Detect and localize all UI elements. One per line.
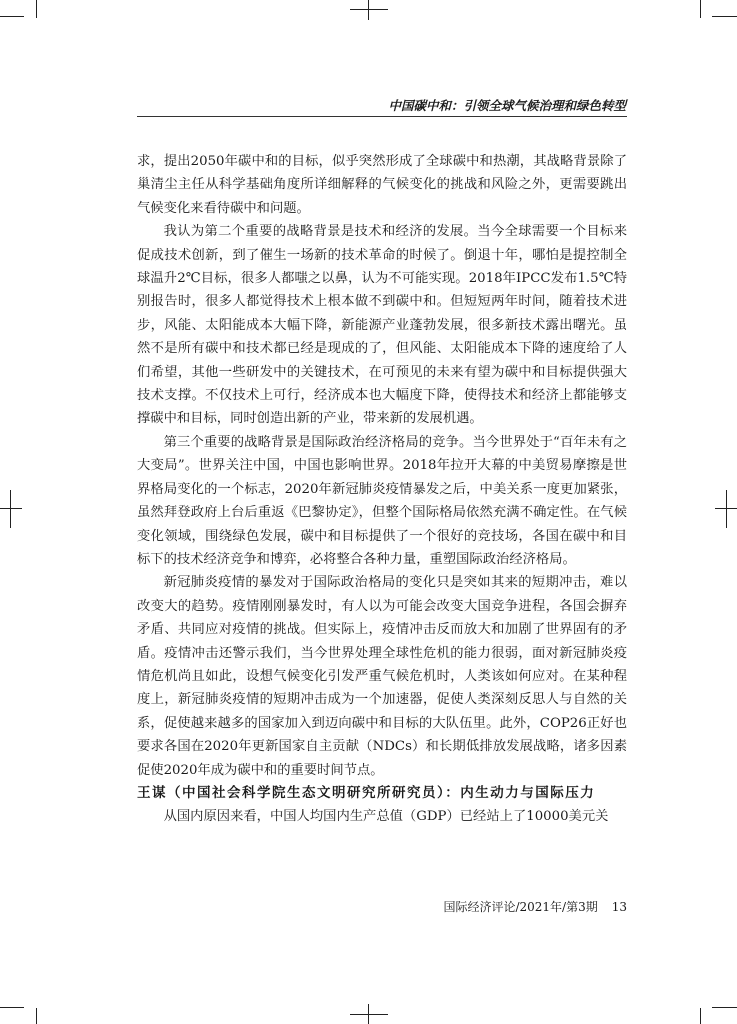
crop-mark <box>712 1007 737 1008</box>
paragraph: 求，提出2050年碳中和的目标，似乎突然形成了全球碳中和热潮，其战略背景除了巢清尘主任从科学基础角度所详细解释的气候变化的挑战和风险之外，更需要跳出气候变化来看待碳中和问题。 <box>137 154 627 216</box>
journal-citation: 国际经济评论/2021年/第3期 <box>443 900 598 914</box>
crop-mark <box>0 1007 24 1008</box>
section-heading: 王谋（中国社会科学院生态文明研究所研究员）：内生动力与国际压力 <box>137 784 596 801</box>
paragraph: 新冠肺炎疫情的暴发对于国际政治格局的变化只是突如其来的短期冲击，难以改变大的趋势。疫情刚刚暴发时，有人以为可能会改变大国竞争进程，各国会摒弃矛盾、共同应对疫情的挑战。但实际上，疫情冲击反而放大和加剧了世界固有的矛盾。疫情冲击还警示我们，当今世界处理全球性危机的能力很弱，面对新冠肺炎疫情危机尚且如此，设想气候变化引发严重气候危机时，人类该如何应对。在某种程度上，新冠肺炎疫情的短期冲击成为一个加速器，促使人类深刻反思人与自然的关系，促使越来越多的国家加入到迈向碳中和目标的大队伍里。此外，COP26正好也要求各国在2020年更新国家自主贡献（NDCs）和长期低排放发展战略，诸多因素促使2020年成为碳中和的重要时间节点。 <box>137 575 627 778</box>
paragraph: 我认为第二个重要的战略背景是技术和经济的发展。当今全球需要一个目标来促成技术创新，到了催生一场新的技术革命的时候了。倒退十年，哪怕是提控制全球温升2℃目标，很多人都嗤之以鼻，认为不可能实现。2018年IPCC发布1.5℃特别报告时，很多人都觉得技术上根本做不到碳中和。但短短两年时间，随着技术进步，风能、太阳能成本大幅下降，新能源产业蓬勃发展，很多新技术露出曙光。虽然不是所有碳中和技术都已经是现成的了，但风能、太阳能成本下降的速度给了人们希望，其他一些研发中的关键技术，在可预见的未来有望为碳中和目标提供强大技术支撑。不仅技术上可行，经济成本也大幅度下降，使得技术和经济上都能够支撑碳中和目标，同时创造出新的产业，带来新的发展机遇。 <box>137 224 627 427</box>
header-rule <box>137 116 627 117</box>
paragraph: 从国内原因来看，中国人均国内生产总值（GDP）已经站上了10000美元关 <box>163 809 609 825</box>
crop-mark <box>700 1008 701 1024</box>
page-number: 13 <box>611 900 627 914</box>
registration-mark-bottom <box>350 1014 388 1015</box>
paragraph: 第三个重要的战略背景是国际政治经济格局的竞争。当今世界处于“百年未有之大变局”。世界关注中国，中国也影响世界。2018年拉开大幕的中美贸易摩擦是世界格局变化的一个标志，2020年新冠肺炎疫情暴发之后，中美关系一度更加紧张，虽然拜登政府上台后重返《巴黎协定》，但整个国际格局依然充满不确定性。在气候变化领域，围绕绿色发展，碳中和目标提供了一个很好的竞技场，各国在碳中和目标下的技术经济竞争和博弈，必将整合各种力量，重塑国际政治经济格局。 <box>137 434 627 567</box>
crop-mark <box>36 1008 37 1024</box>
registration-mark-left <box>0 508 22 509</box>
registration-mark-left <box>10 490 11 528</box>
crop-mark <box>0 16 24 17</box>
running-header: 中国碳中和：引领全球气候治理和绿色转型 <box>388 98 626 113</box>
page-footer <box>380 898 627 915</box>
registration-mark-top <box>368 0 369 20</box>
registration-mark-bottom <box>368 1004 369 1024</box>
article-body <box>137 150 627 829</box>
crop-mark <box>712 16 737 17</box>
registration-mark-top <box>350 9 388 10</box>
crop-mark <box>36 0 37 18</box>
registration-mark-right <box>726 490 727 528</box>
crop-mark <box>700 0 701 18</box>
